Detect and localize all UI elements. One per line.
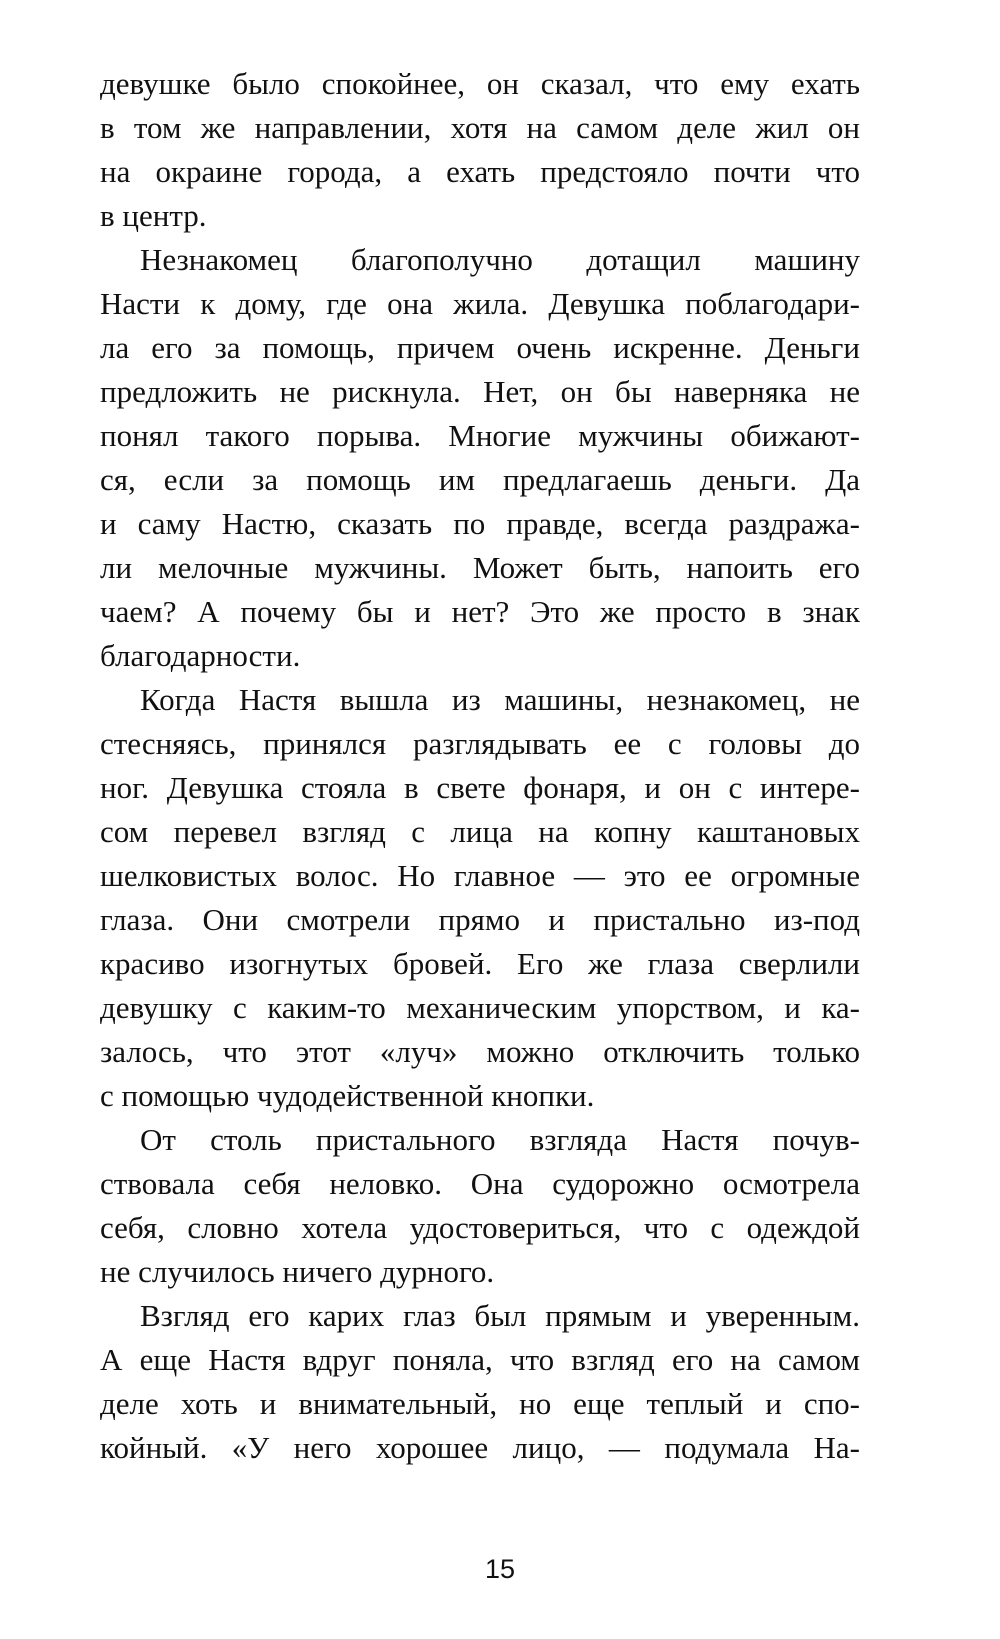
text-line: стесняясь, принялся разглядывать ее с головы до (100, 726, 860, 761)
page-number: 15 (484, 1554, 516, 1584)
text-line: койный. «У него хорошее лицо, — подумала На- (100, 1430, 860, 1465)
text-line: благодарности. (100, 638, 301, 673)
text-line: Насти к дому, где она жила. Девушка поблагодари- (100, 286, 860, 321)
text-line: девушке было спокойнее, он сказал, что ему ехать (100, 66, 860, 101)
text-line: с помощью чудодейственной кнопки. (100, 1078, 595, 1113)
text-line: себя, словно хотела удостовериться, что с одеждой (100, 1210, 860, 1245)
text-line: ся, если за помощь им предлагаешь деньги. Да (100, 462, 860, 497)
text-line: ног. Девушка стояла в свете фонаря, и он с интере- (100, 770, 860, 805)
text-line: на окраине города, а ехать предстояло почти что (100, 154, 860, 189)
text-line: От столь пристального взгляда Настя почув- (140, 1122, 860, 1157)
text-line: Незнакомец благополучно дотащил машину (140, 242, 860, 277)
text-line: не случилось ничего дурного. (100, 1254, 495, 1289)
text-line: Взгляд его карих глаз был прямым и уверенным. (140, 1298, 860, 1333)
text-line: и саму Настю, сказать по правде, всегда раздража- (100, 506, 860, 541)
text-line: ла его за помощь, причем очень искренне. Деньги (100, 330, 860, 365)
text-line: А еще Настя вдруг поняла, что взгляд его на самом (100, 1342, 860, 1377)
text-line: ли мелочные мужчины. Может быть, напоить его (100, 550, 860, 585)
text-line: сом перевел взгляд с лица на копну каштановых (100, 814, 860, 849)
text-line: чаем? А почему бы и нет? Это же просто в знак (100, 594, 860, 629)
text-line: деле хоть и внимательный, но еще теплый и спо- (100, 1386, 860, 1421)
text-line: шелковистых волос. Но главное — это ее огромные (100, 858, 860, 893)
text-line: залось, что этот «луч» можно отключить только (100, 1034, 860, 1069)
text-line: Когда Настя вышла из машины, незнакомец, не (140, 682, 860, 717)
text-line: в том же направлении, хотя на самом деле жил он (100, 110, 860, 145)
text-line: ствовала себя неловко. Она судорожно осмотрела (100, 1166, 860, 1201)
body-text (100, 62, 860, 1470)
text-line: девушку с каким-то механическим упорством, и ка- (100, 990, 860, 1025)
text-line: понял такого порыва. Многие мужчины обижают- (100, 418, 860, 453)
text-line: в центр. (100, 198, 207, 233)
text-line: глаза. Они смотрели прямо и пристально из-под (100, 902, 860, 937)
text-line: красиво изогнутых бровей. Его же глаза сверлили (100, 946, 860, 981)
text-line: предложить не рискнула. Нет, он бы наверняка не (100, 374, 860, 409)
